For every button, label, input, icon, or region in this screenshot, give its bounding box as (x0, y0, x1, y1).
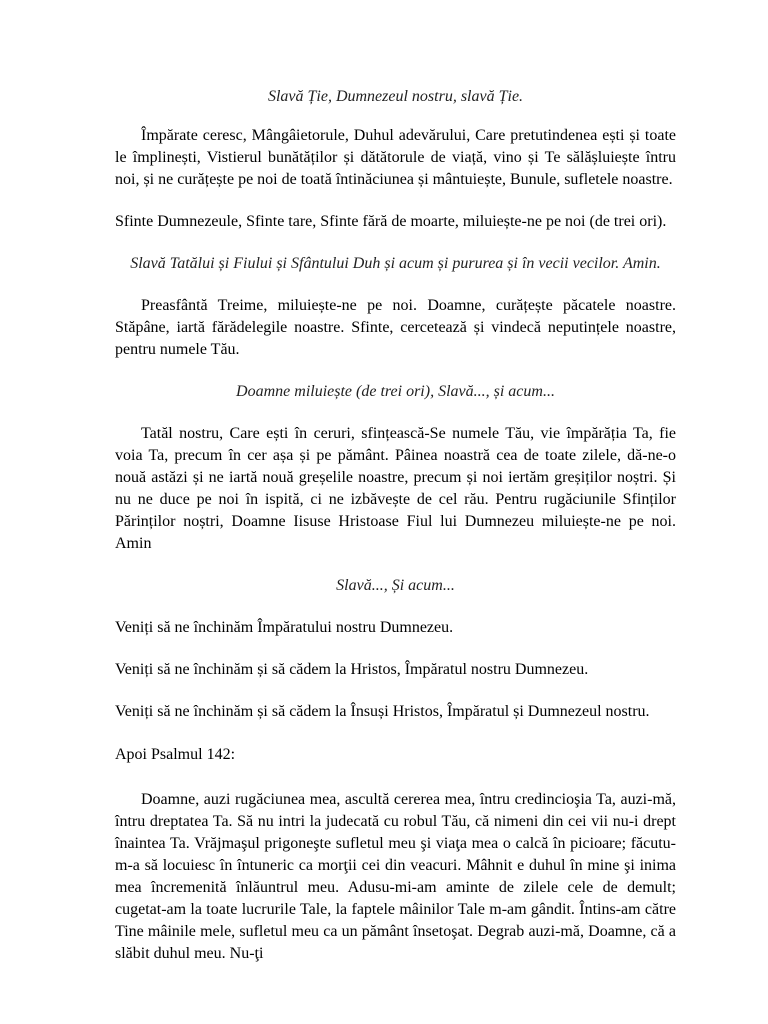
veniti-line-3: Veniți să ne închinăm și să cădem la Însuși Hristos, Împăratul și Dumnezeul nostru. (115, 703, 650, 720)
prayer-preasfanta-treime: Preasfântă Treime, miluiește-ne pe noi. Doamne, curățește păcatele noastre. Stăpâne, iartă fărădelegile noastre. Sfinte, cercetează și vindecă neputințele noastre, pentru numele Tău. (115, 297, 676, 358)
prayer-trisagion: Sfinte Dumnezeule, Sfinte tare, Sfinte fără de moarte, miluiește-ne pe noi (de trei ori). (115, 213, 667, 230)
doxology-slava-tatalui: Slavă Tatălui și Fiului și Sfântului Duh și acum și pururea și în vecii vecilor. Amin. (130, 255, 661, 272)
document-page (115, 86, 676, 965)
rubric-apoi-psalmul: Apoi Psalmul 142: (115, 746, 236, 763)
rubric-doamne-miluieste: Doamne miluiește (de trei ori), Slavă..., și acum... (236, 383, 555, 400)
veniti-line-1: Veniți să ne închinăm Împăratului nostru Dumnezeu. (115, 619, 454, 636)
prayer-imparate-ceresc: Împărate ceresc, Mângâietorule, Duhul adevărului, Care pretutindenea ești și toate le împlinești, Vistierul bunătăților și dătătorule de viață, vino și Te sălășluiește întru noi, și ne curățește pe noi de toată întinăciunea și mântuiește, Bunule, sufletele noastre. (115, 127, 676, 188)
psalm-142-text: Doamne, auzi rugăciunea mea, ascultă cererea mea, întru credincioşia Ta, auzi-mă, întru dreptatea Ta. Să nu intri la judecată cu robul Tău, că nimeni din cei vii nu-i drept înaintea Ta. Vrăjmaşul prigoneşte sufletul meu şi viaţa mea o calcă în picioare; făcutu-m-a să locuiesc în întuneric ca morţii cei din veacuri. Mâhnit e duhul în mine şi inima mea încremenită înlăuntrul meu. Adusu-mi-am aminte de zilele cele de demult; cugetat-am la toate lucrurile Tale, la faptele mâinilor Tale m-am gândit. Întins-am către Tine mâinile mele, sufletul meu ca un pământ însetoşat. Degrab auzi-mă, Doamne, că a slăbit duhul meu. Nu-ţi (115, 791, 676, 962)
veniti-line-2: Veniți să ne închinăm și să cădem la Hristos, Împăratul nostru Dumnezeu. (115, 661, 589, 678)
opening-doxology: Slavă Ție, Dumnezeul nostru, slavă Ție. (267, 88, 524, 105)
prayer-tatal-nostru: Tatăl nostru, Care ești în ceruri, sfințească-Se numele Tău, vie împărăția Ta, fie voia Ta, precum în cer așa și pe pământ. Pâinea noastră cea de toate zilele, dă-ne-o nouă astăzi și ne iartă nouă greșelile noastre, precum și noi iertăm greșiților noștri. Și nu ne duce pe noi în ispită, ci ne izbăvește de cel rău. Pentru rugăciunile Sfinților Părinților noștri, Doamne Iisuse Hristoase Fiul lui Dumnezeu miluiește-ne pe noi. Amin (115, 425, 676, 552)
rubric-slava-si-acum: Slavă..., Și acum... (336, 577, 455, 594)
